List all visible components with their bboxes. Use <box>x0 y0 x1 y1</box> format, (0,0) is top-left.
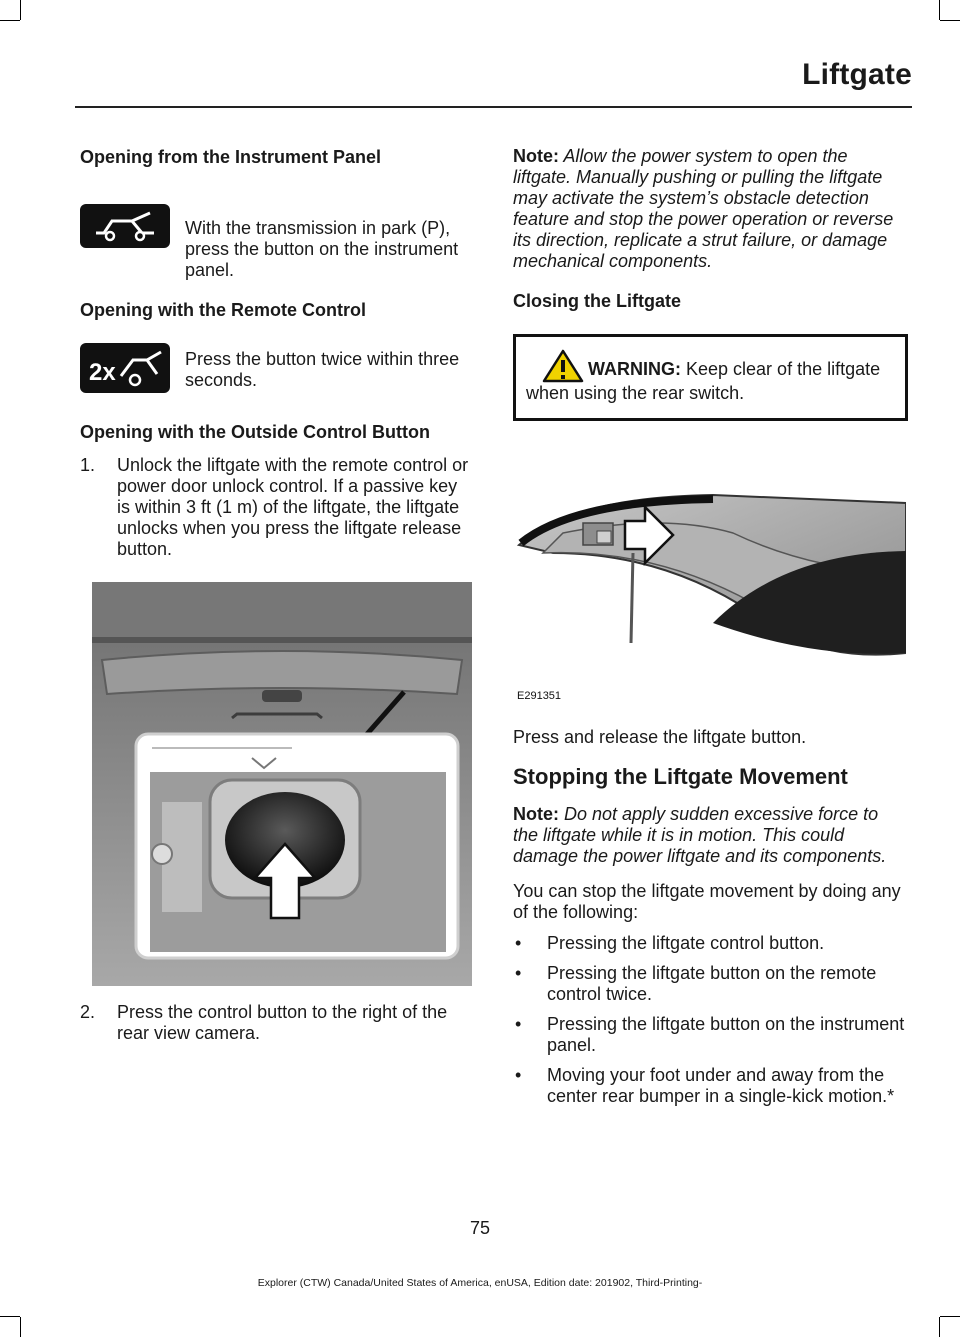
step-text: Press the control button to the right of the rear view camera. <box>117 1002 448 1043</box>
warning-message: Keep clear of the liftgate when using the rear switch. <box>526 359 881 403</box>
warning-label: WARNING: <box>588 359 681 379</box>
crop-mark <box>939 0 940 20</box>
warning-triangle-icon <box>542 349 584 383</box>
crop-mark <box>0 1316 20 1317</box>
stopping-heading: Stopping the Liftgate Movement <box>513 764 848 789</box>
step-text: Unlock the liftgate with the remote control or power door unlock control. If a passive key is within 3 ft (1 m) of the liftgate, the liftgate unlocks when you press the liftgate release button. <box>117 455 469 559</box>
liftgate-release-button-figure <box>92 582 472 986</box>
close-instruction: Press and release the liftgate button. <box>513 727 807 747</box>
remote-control-row <box>80 335 475 393</box>
step-item <box>80 455 475 560</box>
liftgate-open-icon <box>80 204 170 248</box>
left-column <box>80 146 475 1044</box>
title-divider <box>75 106 912 108</box>
list-item: • Pressing the liftgate button on the remote control twice. <box>513 963 908 1005</box>
outside-button-heading: Opening with the Outside Control Button <box>80 422 430 442</box>
list-item: • Pressing the liftgate button on the instrument panel. <box>513 1014 908 1056</box>
list-item: • Pressing the liftgate control button. <box>513 933 908 954</box>
stopping-intro: You can stop the liftgate movement by doing any of the following: <box>513 881 901 922</box>
note-text: Do not apply sudden excessive force to the liftgate while it is in motion. This could damage the power liftgate and its components. <box>513 804 887 866</box>
closing-heading: Closing the Liftgate <box>513 291 681 311</box>
crop-mark <box>940 20 960 21</box>
instrument-panel-heading: Opening from the Instrument Panel <box>80 147 382 167</box>
step-number: 1. <box>80 455 96 475</box>
warning-text <box>526 349 891 404</box>
outside-steps-list-continued <box>80 1002 475 1044</box>
power-system-note <box>513 146 908 272</box>
crop-mark <box>939 1317 940 1337</box>
crop-mark <box>0 20 20 21</box>
remote-control-text: Press the button twice within three seconds. <box>185 349 460 390</box>
instrument-panel-text: With the transmission in park (P), press the button on the instrument panel. <box>185 218 459 280</box>
right-column <box>513 146 908 1107</box>
remote-2x-label: 2x <box>89 359 116 386</box>
remote-control-heading: Opening with the Remote Control <box>80 300 366 320</box>
edition-footer: Explorer (CTW) Canada/United States of America, enUSA, Edition date: 201902, Third-Printing- <box>257 1277 703 1289</box>
warning-box <box>513 334 908 421</box>
list-item: • Moving your foot under and away from the center rear bumper in a single-kick motion.* <box>513 1065 908 1107</box>
page-title: Liftgate <box>802 58 912 91</box>
crop-mark <box>940 1316 960 1317</box>
remote-2x-liftgate-icon <box>80 343 170 393</box>
crop-mark <box>20 0 21 20</box>
liftgate-close-button-figure <box>513 493 906 713</box>
crop-mark <box>20 1317 21 1337</box>
note-text: Allow the power system to open the liftgate. Manually pushing or pulling the liftgate may activate the system’s obstacle detection feature and stop the power operation or reverse its direction, replicate a strut failure, or damage mechanical components. <box>513 146 894 271</box>
stopping-methods-list <box>513 933 908 1107</box>
outside-steps-list <box>80 455 475 560</box>
stopping-note <box>513 804 908 867</box>
step-number: 2. <box>80 1002 96 1022</box>
figure-id: E291351 <box>517 690 562 702</box>
note-label: Note: <box>513 146 559 166</box>
instrument-panel-row <box>80 182 475 281</box>
note-label: Note: <box>513 804 559 824</box>
page-number: 75 <box>469 1218 491 1238</box>
step-item <box>80 1002 475 1044</box>
